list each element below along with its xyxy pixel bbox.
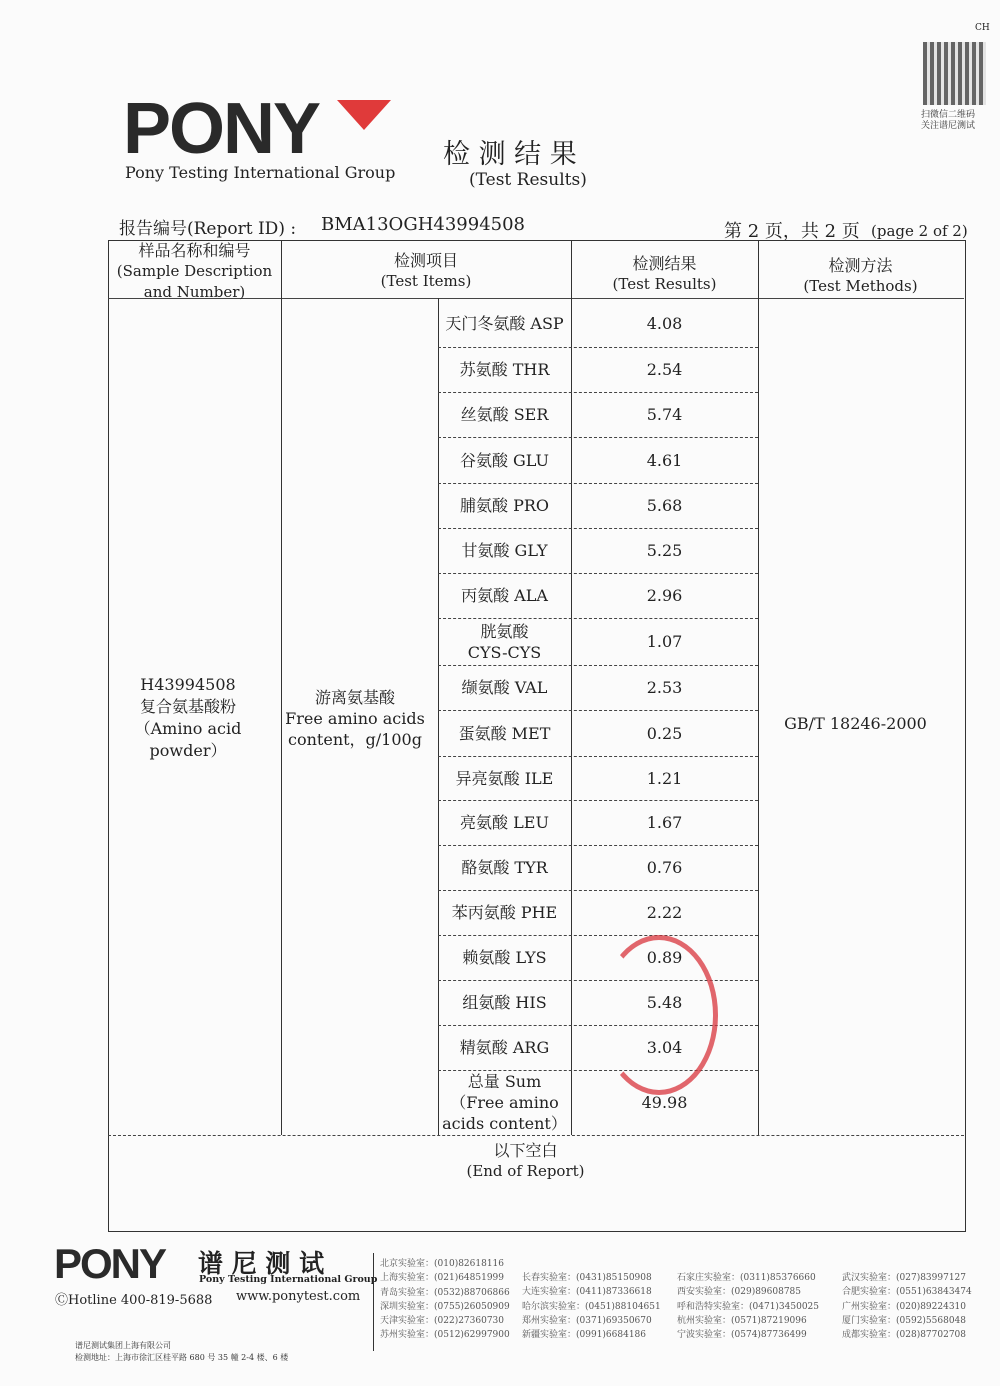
result-value: 0.76 <box>646 858 683 877</box>
amino-acid-name: 缬氨酸 VAL <box>461 678 548 697</box>
lab-contact-column <box>380 1257 510 1343</box>
website-link[interactable]: www.ponytest.com <box>236 1289 361 1304</box>
lab-contact: 青岛实验室：(0532)88706866 <box>380 1287 510 1298</box>
amino-acid-name: 苯丙氨酸 PHE <box>451 903 558 922</box>
result-row <box>438 483 758 528</box>
lab-contact-column <box>522 1271 661 1342</box>
header-methods: 检测方法 (Test Methods) <box>803 256 918 295</box>
footer-brand-en: Pony Testing International Group <box>199 1274 378 1285</box>
result-value: 0.89 <box>646 948 683 967</box>
result-value: 1.07 <box>646 632 683 651</box>
result-value: 4.61 <box>646 450 683 470</box>
lab-contact: 广州实验室：(020)89224310 <box>842 1301 967 1312</box>
result-value: 1.21 <box>646 768 683 788</box>
amino-acid-name: 总量 Sum （Free amino acids content） <box>442 1072 567 1133</box>
company-name: Pony Testing International Group <box>125 163 396 182</box>
result-row <box>438 528 758 573</box>
lab-contact: 郑州实验室：(0371)69350670 <box>522 1315 652 1326</box>
result-row <box>438 890 758 935</box>
result-row <box>438 392 758 437</box>
footer-brand-cn: 谱 尼 测 试 <box>198 1249 325 1278</box>
lab-contact: 大连实验室：(0411)87336618 <box>522 1287 652 1298</box>
amino-acid-name: 天门冬氨酸 ASP <box>445 314 564 333</box>
result-row <box>438 347 758 392</box>
footer-address: 检测地址：上海市徐汇区桂平路 680 号 35 幢 2-4 楼、6 楼 <box>75 1353 289 1362</box>
result-value: 2.96 <box>646 586 683 605</box>
qr-code-icon <box>923 42 986 105</box>
lab-contact: 厦门实验室：(0592)5568048 <box>842 1315 967 1326</box>
amino-acid-name: 异亮氨酸 ILE <box>455 768 554 788</box>
lab-contact: 成都实验室：(028)87702708 <box>842 1330 967 1341</box>
result-row <box>438 800 758 845</box>
end-of-report: 以下空白 (End of Report) <box>466 1141 585 1180</box>
result-value: 5.48 <box>646 993 683 1012</box>
amino-acid-name: 精氨酸 ARG <box>459 1038 550 1057</box>
result-value: 3.04 <box>646 1038 683 1057</box>
lab-contact: 宁波实验室：(0574)87736499 <box>677 1330 807 1341</box>
lab-contact: 呼和浩特实验室：(0471)3450025 <box>677 1301 820 1312</box>
amino-acid-name: 组氨酸 HIS <box>462 993 547 1012</box>
result-row <box>438 300 758 347</box>
lab-contact: 北京实验室：(010)82618116 <box>380 1259 505 1269</box>
result-value: 4.08 <box>646 314 683 333</box>
lab-contact: 哈尔滨实验室：(0451)88104651 <box>522 1301 661 1312</box>
qr-caption: 关注谱尼测试 <box>921 121 976 131</box>
footer-logo: PONY <box>54 1240 166 1287</box>
amino-acid-name: 苏氨酸 THR <box>459 360 550 379</box>
page-number-en: (page 2 of 2) <box>871 222 968 240</box>
result-value: 5.68 <box>646 496 683 515</box>
lab-contact: 石家庄实验室：(0311)85376660 <box>677 1273 816 1283</box>
result-row <box>438 935 758 980</box>
lab-contact: 合肥实验室：(0551)63843474 <box>842 1287 972 1298</box>
lab-contact: 深圳实验室：(0755)26050909 <box>380 1301 510 1312</box>
method-cell: GB/T 18246-2000 <box>784 714 927 733</box>
test-item-cell: 游离氨基酸 Free amino acids content，g/100g <box>285 688 425 749</box>
amino-acid-name: 亮氨酸 LEU <box>460 813 549 832</box>
logo-triangle-icon <box>337 100 391 130</box>
result-value: 49.98 <box>641 1093 688 1112</box>
lab-contact: 天津实验室：(022)27360730 <box>380 1316 505 1327</box>
lab-contact-column <box>842 1271 972 1342</box>
amino-acid-name: 蛋氨酸 MET <box>458 723 551 743</box>
result-row <box>438 573 758 618</box>
header-results: 检测结果 (Test Results) <box>612 254 717 293</box>
result-value: 5.74 <box>646 405 683 424</box>
result-value: 2.54 <box>646 360 683 379</box>
lab-contact: 杭州实验室：(0571)87219096 <box>677 1315 807 1326</box>
header-sample: 样品名称和编号 (Sample Description and Number) <box>116 241 273 301</box>
result-row <box>438 618 758 665</box>
lab-contact: 武汉实验室：(027)83997127 <box>842 1273 967 1283</box>
amino-acid-name: 赖氨酸 LYS <box>462 948 547 967</box>
result-row <box>438 710 758 756</box>
result-value: 2.22 <box>646 903 683 922</box>
pony-logo: PONY <box>123 89 320 169</box>
page-number-cn: 第 2 页，共 2 页 <box>724 221 860 242</box>
lang-code: CH <box>975 23 990 33</box>
result-value: 2.53 <box>646 678 683 697</box>
result-value: 1.67 <box>646 813 683 832</box>
qr-caption: 扫微信二维码 <box>921 110 976 120</box>
amino-acid-name: 脯氨酸 PRO <box>459 496 550 515</box>
amino-acid-name: 丝氨酸 SER <box>460 405 549 424</box>
lab-contact: 上海实验室：(021)64851999 <box>380 1273 505 1284</box>
result-row <box>438 756 758 800</box>
lab-contact: 新疆实验室：(0991)6684186 <box>522 1330 647 1341</box>
amino-acid-name: 胱氨酸 CYS-CYS <box>467 621 542 662</box>
footer-company: 谱尼测试集团上海有限公司 <box>75 1341 171 1350</box>
result-row <box>438 845 758 890</box>
sample-cell: H43994508 复合氨基酸粉 （Amino acid powder） <box>134 675 242 760</box>
result-row <box>438 1070 758 1135</box>
amino-acid-name: 谷氨酸 GLU <box>459 450 550 470</box>
header-items: 检测项目 (Test Items) <box>380 251 472 290</box>
company-stamp <box>600 935 718 1095</box>
lab-contact-column <box>677 1271 819 1342</box>
title-en: (Test Results) <box>469 170 587 190</box>
lab-contact: 苏州实验室：(0512)62997900 <box>380 1330 510 1341</box>
result-value: 5.25 <box>646 541 683 560</box>
title-cn: 检 测 结 果 <box>443 139 577 170</box>
report-id: BMA13OGH43994508 <box>321 214 526 235</box>
result-row <box>438 665 758 710</box>
lab-contact: 长春实验室：(0431)85150908 <box>522 1273 652 1283</box>
result-row <box>438 437 758 483</box>
hotline: ⒸHotline 400-819-5688 <box>55 1293 213 1308</box>
amino-acid-name: 丙氨酸 ALA <box>461 586 548 605</box>
amino-acid-name: 甘氨酸 GLY <box>461 541 548 560</box>
lab-contact: 西安实验室：(029)89608785 <box>677 1287 802 1298</box>
result-value: 0.25 <box>646 723 683 743</box>
amino-acid-name: 酪氨酸 TYR <box>461 858 548 877</box>
report-id-label: 报告编号(Report ID) : <box>119 219 297 239</box>
